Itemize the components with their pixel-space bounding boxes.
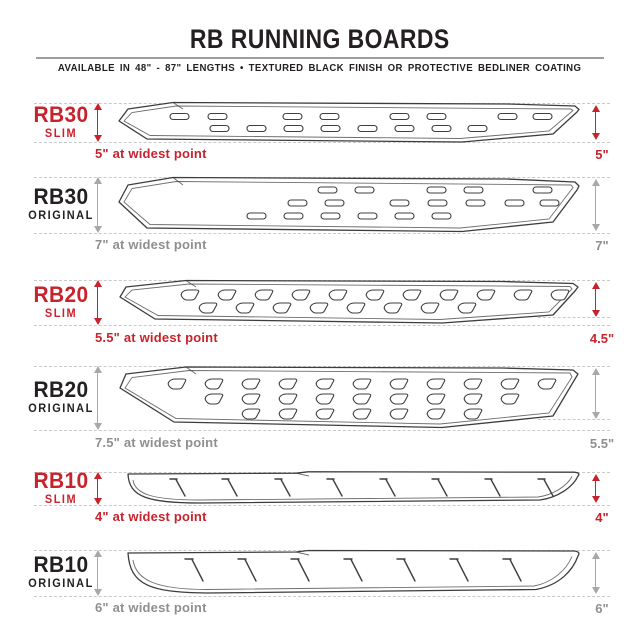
- widest-point-label: 5.5" at widest point: [95, 330, 218, 345]
- model-label: [2, 379, 120, 416]
- width-arrow-left: [93, 366, 102, 430]
- model-name: RB30: [33, 102, 89, 127]
- model-label: [2, 554, 120, 591]
- width-value-label: 4": [595, 510, 609, 525]
- width-value-label: 6": [595, 601, 609, 616]
- variant-name: SLIM: [44, 494, 78, 506]
- widest-point-label: 7.5" at widest point: [95, 435, 218, 450]
- model-label: [2, 284, 120, 321]
- width-value-label: 7": [595, 238, 609, 253]
- model-name: RB10: [33, 468, 89, 493]
- variant-name: SLIM: [44, 128, 78, 140]
- widest-point-label: 6" at widest point: [95, 600, 207, 615]
- board-illustration-rb10-slim: [112, 470, 584, 507]
- width-value-label: 5.5": [589, 436, 615, 451]
- model-label: [2, 186, 120, 223]
- variant-name: ORIGINAL: [28, 578, 94, 590]
- width-value-label: 5": [595, 147, 609, 162]
- width-arrow-left: [93, 280, 102, 325]
- widest-point-label: 7" at widest point: [95, 237, 207, 252]
- board-illustration-rb10-original: [112, 548, 584, 598]
- title-divider: [36, 57, 604, 59]
- model-name: RB20: [33, 377, 89, 402]
- variant-name: ORIGINAL: [28, 210, 94, 222]
- width-arrow-right: [591, 282, 600, 317]
- width-arrow-left: [93, 177, 102, 233]
- width-arrow-right: [591, 368, 600, 419]
- board-illustration-rb20-slim: [112, 278, 584, 327]
- board-illustration-rb30-slim: [112, 100, 584, 144]
- board-outline: [120, 281, 578, 324]
- variant-name: SLIM: [44, 308, 78, 320]
- model-name: RB20: [33, 282, 89, 307]
- width-arrow-left: [93, 103, 102, 142]
- widest-point-label: 5" at widest point: [95, 146, 207, 161]
- width-arrow-right: [591, 552, 600, 594]
- board-illustration-rb20-original: [112, 364, 584, 432]
- variant-name: ORIGINAL: [28, 403, 94, 415]
- board-illustration-rb30-original: [112, 175, 584, 235]
- width-arrow-right: [591, 474, 600, 503]
- widest-point-label: 4" at widest point: [95, 509, 207, 524]
- model-label: [2, 470, 120, 507]
- width-arrow-left: [93, 550, 102, 596]
- page-subtitle: AVAILABLE IN 48" - 87" LENGTHS • TEXTURED BLACK FINISH OR PROTECTIVE BEDLINER COATING: [58, 63, 582, 74]
- width-arrow-right: [591, 179, 600, 231]
- model-name: RB10: [33, 552, 89, 577]
- page-title: RB RUNNING BOARDS: [190, 24, 450, 54]
- width-arrow-right: [591, 105, 600, 140]
- model-name: RB30: [33, 184, 89, 209]
- model-label: [2, 104, 120, 141]
- width-value-label: 4.5": [589, 331, 615, 346]
- width-arrow-left: [93, 472, 102, 505]
